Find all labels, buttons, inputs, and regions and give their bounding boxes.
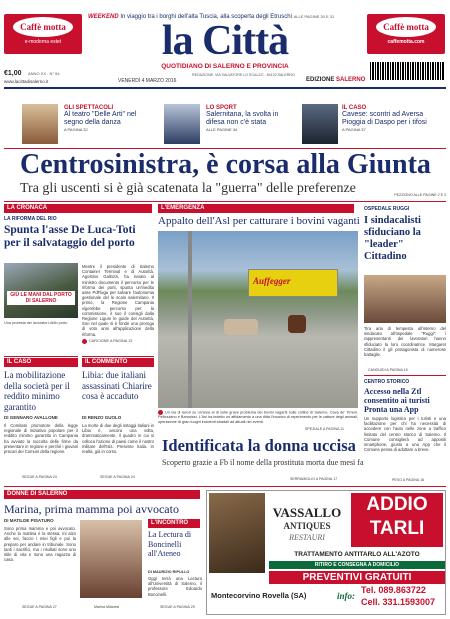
cows-photo (158, 231, 358, 408)
section-commento: IL COMMENTO (82, 358, 154, 367)
midcenter-page: SEGUE A PAGINA 24 (100, 475, 135, 479)
edition-label: EDIZIONE (306, 77, 335, 83)
teaser-tag: IL CASO (342, 105, 367, 111)
lower-headline[interactable]: Identificata la donna uccisa (162, 436, 356, 455)
left-page-text: CARCIONE A PAGINA 13 (89, 339, 133, 343)
section-incontro: L'INCONTRO (148, 519, 200, 528)
teaser-page: A PAGINA 37 (342, 127, 366, 132)
website[interactable]: www.lacittadisalerno.it (4, 79, 49, 84)
date: VENERDÌ 4 MARZO 2016 (118, 78, 177, 84)
right-body: Tira aria di tempesta all'interno del sindacato all'ospedale "Ruggi": i rappresentanti dei lavoratori hanno sfiduciato la loro coordinatrice. Margaret Cittadino il gli protagonista di numerose battaglie. (364, 326, 446, 358)
info-label: info: (337, 591, 355, 601)
left-body: Mentre il presidente di Salerno Container Terminal e di Autorità, Agostino Gallozzi, ha inviato al ministro documento il percorso per le riforma dei porti, spunta un'inedita asse PdFlaga per salvare l'autonomia gestionale del le scalo salernitano. Il primo, la Regione Campania vigerebbe percorso per la commissione, il suo il consigli dalla Regione Ligure le guide del Autorità, Son nel quale si è fonde una proroga di voto anni all'applicazione della riforma. (82, 264, 154, 336)
price: €1,00 (4, 70, 22, 77)
issue: ANNO XX - N° 54 (28, 71, 60, 76)
right-page2: PESO A PAGINA 16 (392, 478, 425, 482)
bottomleft-body: Sono prima mamma e poi avvocato. Anche la mattina è la stessa: mi alzo alle sei, faccio i miei figli e poi la preparo per andare in tribunale. Sono tanti i sacrifici, ma i risultati sono uno stile di vita e sono una ragazza di casa. (4, 526, 76, 563)
teaser-photo-coach (164, 104, 200, 144)
teaser-photo-dancer (22, 104, 58, 144)
right-kicker2: CENTRO STORICO (364, 379, 410, 385)
right-page: CANGUIDI A PAGINA 15 (368, 368, 408, 372)
left-headline[interactable]: Spunta l'asse De Luca-Toti per il salvataggio del porto (4, 224, 136, 249)
teaser-tag: LO SPORT (206, 105, 237, 111)
weekend-tag: WEEKEND (88, 14, 119, 20)
teaser-text: Al teatro "Delle Arti" nel segno della danza (64, 111, 137, 126)
left-kicker: LA RIFORMA DEL RIO (4, 216, 57, 222)
imprint: REDAZIONE: VIA SALVATORE LO SCALZO - 84122 SALERNO (192, 73, 295, 77)
bottomleft-byline: DI MATILDE PISATURO (4, 518, 54, 523)
lamp-post (188, 231, 192, 408)
midcenter-byline: DI RENZO GUOLO (82, 415, 122, 420)
teaser-tag: GLI SPETTACOLI (64, 105, 114, 111)
vassallo-sub: ANTIQUES (283, 521, 331, 531)
motta-logo: Caffè motta (376, 17, 436, 37)
left-page (82, 338, 132, 344)
vassallo-tag: RESTAURI (289, 533, 325, 542)
photo-page: SPEZIALE A PAGINA 11 (305, 427, 345, 431)
newspaper-subtitle: QUOTIDIANO DI SALERNO E PROVINCIA (161, 63, 289, 70)
section-cronaca: LA CRONACA (4, 204, 152, 213)
ad-url: caffemotta.com (387, 39, 425, 45)
photo-caption (158, 410, 358, 424)
ad-motta-right[interactable] (367, 14, 445, 54)
antique-photo (209, 493, 265, 573)
main-headline[interactable]: Centrosinistra, è corsa alla Giunta (20, 149, 431, 180)
teaser-page: A PAGINA 32 (64, 127, 88, 132)
bottommid-headline[interactable]: La Lectura di Boncinelli all'Ateneo (148, 530, 192, 558)
quote-banner: PREVENTIVI GRATUITI (269, 571, 445, 584)
midleft-byline: DI GENNARO AVALLONE (4, 415, 58, 420)
teaser-sport[interactable] (206, 105, 298, 133)
teaser-page: ALLE PAGINE 34 (206, 127, 238, 132)
cow-2 (288, 315, 306, 333)
vassallo-address: Montecorvino Rovella (SA) (211, 591, 307, 600)
lower-subheadline: Scoperto grazie a Fb il nome della prostituta morta due mesi fa (162, 458, 364, 467)
right-body2: Un supporto logistico per i turisti e una facilitazione per chi ha necessità di accedere con l'auto nelle zone a traffico limitato del centro storico di Salerno. Il Comune consiglierà ad appositi smartphone, giusto a una App che il Comune pensa di adottare a breve. (364, 416, 446, 453)
bottommid-page: SEGUE A PAGINA 29 (160, 605, 195, 609)
teaser-text: Salernitana, la svolta in difesa non c'è stata (206, 111, 279, 126)
center-headline[interactable]: Appalto dell'Asl per catturare i bovini vaganti (158, 215, 360, 227)
teaser-spettacoli[interactable] (64, 105, 156, 133)
photo-caption-text: Un via di lavori su un'area al di sulle grave problema dei bovini vaganti sulle colline di Salerno, Cava de' Tirreni, Pellezzano e Baronissi. L'Asl ha indetto un affidamento a una ditta l'incarico di reperimento per le catture degli animali, operazione di gran luoghi incidenti stradali ad attuali nei eventi. (158, 410, 358, 424)
main-page-ref: PEZZIGNO ALLE PAGINE 2 E 3 (394, 193, 446, 197)
teaser-caso[interactable] (342, 105, 446, 133)
service-line-2: RITIRO E CONSEGNA A DOMICILIO (269, 561, 445, 569)
section-emergenza: L'EMERGENZA (158, 204, 354, 213)
marina-photo (80, 520, 142, 598)
motta-logo: Caffè motta (13, 17, 73, 37)
main-subheadline: Tra gli uscenti si è già scatenata la "guerra" delle preferenze (20, 181, 356, 196)
bottomleft-headline[interactable]: Marina, prima mamma poi avvocato (4, 502, 179, 516)
newspaper-title: la Città (161, 18, 289, 64)
cell[interactable]: Cell. 331.1593007 (361, 597, 436, 607)
left-photo-caption: Una protesta dei lavoratori dello porto (4, 321, 68, 325)
lower-page: SERRAMIGLIO A PAGINA 17 (290, 477, 338, 481)
protest-banner: GIÙ LE MANI DAL PORTO DI SALERNO (7, 291, 75, 305)
midcenter-headline[interactable]: Libia: due italiani assassinati Chiarire cosa è accaduto (82, 370, 152, 401)
section-donne: DONNE DI SALERNO (4, 490, 200, 499)
addio-text: ADDIO (366, 494, 428, 515)
port-protest-photo (4, 263, 78, 318)
edition-city: SALERNO (336, 77, 366, 83)
service-line: TRATTAMENTO ANTITARLO ALL'AZOTO (294, 551, 420, 558)
tarli-text: TARLI (369, 518, 425, 539)
midleft-body: Il Comitato promotore della legge regionale di iniziativa popolare per il reddito minimo garantito in Campania ha avviato la raccolta delle firme da presentare in regione e perché i giovani precari dei Comuni della regione. (4, 423, 78, 455)
section-il-caso: IL CASO (4, 358, 78, 367)
phone[interactable]: Tel. 089.863722 (361, 585, 426, 595)
vassallo-brand: VASSALLO (272, 505, 342, 520)
right-section: OSPEDALE RUGGI (364, 206, 410, 212)
bottommid-body: Oggi terrà una Lectura all'Università di Salerno, il professore Edoardo Boncinelli. (148, 576, 202, 597)
bottomleft-page: SEGUE A PAGINA 27 (22, 605, 57, 609)
right-headline[interactable]: I sindacalisti sfiduciano la "leader" Cittadino (364, 215, 421, 262)
teaser-text: Cavese: scontri ad Aversa Pioggia di Daspo per i tifosi (342, 111, 427, 126)
truck (248, 269, 338, 297)
cittadino-photo (364, 275, 446, 323)
addio-tarli (351, 493, 443, 547)
bottommid-byline: DI MAURIZIO RIPULLO (148, 570, 190, 574)
midleft-headline[interactable]: La mobilitazione della società per il reddito minimo garantito (4, 370, 70, 412)
cow-1 (224, 319, 258, 335)
weekend-text: In viaggio tra i borghi dell'alta Tuscia, alla scoperta degli Etruschi (120, 14, 292, 20)
ad-vassallo[interactable] (206, 490, 446, 615)
marina-photo-caption: Marina Milanesi (94, 605, 120, 609)
midcenter-body: La morte di due degli ostaggi italiani in Libia è, ancora una volta, drammaticamente, il quadro in cui si colloca l'azione di paesi come il nostro militare dell'Isis. Presente Italia. In realtà, già in corso. (82, 423, 154, 455)
right-headline2[interactable]: Accesso nella Ztl consentito ai turisti Pronta una App (364, 387, 430, 414)
weekend-page: ALLE PAGINE 30 E 31 (293, 14, 335, 19)
ad-tagline: e-moderna estet (24, 39, 62, 45)
ad-motta-left[interactable] (4, 14, 82, 54)
truck-text: Auffegger (253, 276, 291, 286)
midleft-page: SEGUE A PAGINA 24 (22, 475, 57, 479)
edition (306, 77, 365, 83)
barcode (370, 62, 444, 80)
teaser-photo-fans (302, 104, 338, 144)
